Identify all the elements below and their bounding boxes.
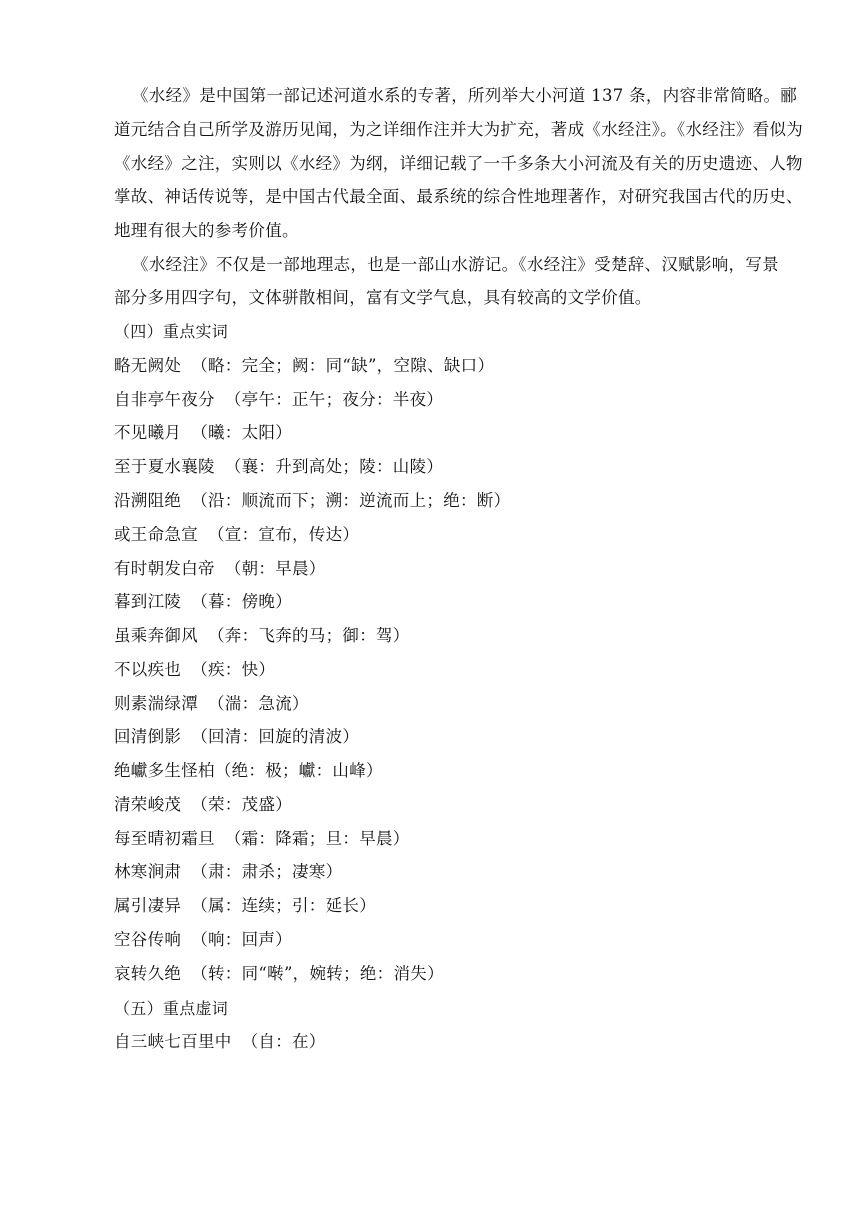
item-term: 不见曦月 bbox=[114, 423, 182, 442]
list-item bbox=[114, 592, 292, 612]
list-item bbox=[114, 964, 444, 984]
item-gloss: （疾：快） bbox=[191, 660, 276, 679]
item-gloss: （响：回声） bbox=[191, 930, 293, 949]
item-gloss: （宣：宣布，传达） bbox=[208, 525, 360, 544]
item-term: 沿溯阻绝 bbox=[114, 491, 182, 510]
paragraph-line: 《水经注》不仅是一部地理志，也是一部山水游记。《水经注》受楚辞、汉赋影响，写景 bbox=[132, 255, 779, 274]
list-item bbox=[114, 390, 443, 410]
item-term: 虽乘奔御风 bbox=[114, 626, 198, 645]
item-gloss: （属：连续；引：延长） bbox=[191, 896, 377, 915]
list-item bbox=[114, 525, 359, 545]
item-term: 每至晴初霜旦 bbox=[114, 829, 215, 848]
item-term: 至于夏水襄陵 bbox=[114, 457, 215, 476]
list-item bbox=[114, 491, 510, 511]
item-term: 则素湍绿潭 bbox=[114, 694, 198, 713]
section-heading-key-function-words: （五）重点虚词 bbox=[114, 999, 229, 1018]
item-term: 哀转久绝 bbox=[114, 964, 182, 983]
list-item bbox=[114, 1032, 326, 1052]
list-item bbox=[114, 457, 443, 477]
list-item bbox=[114, 761, 383, 781]
list-item bbox=[114, 694, 309, 714]
item-term: 绝巘多生怪柏 bbox=[114, 761, 215, 780]
item-gloss: （略：完全；阙：同“缺”，空隙、缺口） bbox=[191, 356, 495, 375]
item-gloss: （襄：升到高处；陵：山陵） bbox=[224, 457, 444, 476]
item-term: 自非亭午夜分 bbox=[114, 390, 215, 409]
item-gloss: （朝：早晨） bbox=[224, 559, 326, 578]
list-item bbox=[114, 795, 292, 815]
paragraph-line: 《水经》之注，实则以《水经》为纲，详细记载了一千多条大小河流及有关的历史遗迹、人物 bbox=[114, 154, 803, 173]
item-gloss: （曦：太阳） bbox=[191, 423, 293, 442]
item-term: 清荣峻茂 bbox=[114, 795, 182, 814]
item-gloss: （沿：顺流而下；溯：逆流而上；绝：断） bbox=[191, 491, 511, 510]
list-item bbox=[114, 356, 494, 376]
item-term: 有时朝发白帝 bbox=[114, 559, 215, 578]
paragraph-line: 道元结合自己所学及游历见闻，为之详细作注并大为扩充，著成《水经注》。《水经注》看似为 bbox=[114, 120, 804, 139]
list-item bbox=[114, 559, 326, 579]
item-gloss: （暮：傍晚） bbox=[191, 592, 293, 611]
item-gloss: （转：同“啭”，婉转；绝：消失） bbox=[191, 964, 444, 983]
item-gloss: （湍：急流） bbox=[208, 694, 309, 713]
list-item bbox=[114, 829, 410, 849]
paragraph-line: 地理有很大的参考价值。 bbox=[114, 221, 299, 240]
item-term: 回清倒影 bbox=[114, 727, 182, 746]
item-term: 自三峡七百里中 bbox=[114, 1032, 232, 1051]
item-gloss: （荣：茂盛） bbox=[191, 795, 293, 814]
item-term: 暮到江陵 bbox=[114, 592, 182, 611]
list-item bbox=[114, 727, 359, 747]
section-heading-key-content-words: （四）重点实词 bbox=[114, 322, 229, 341]
list-item bbox=[114, 862, 342, 882]
item-gloss: （霜：降霜；旦：早晨） bbox=[224, 829, 410, 848]
list-item bbox=[114, 626, 410, 646]
item-term: 略无阙处 bbox=[114, 356, 182, 375]
list-item bbox=[114, 660, 275, 680]
item-gloss: （自：在） bbox=[241, 1032, 326, 1051]
item-gloss: （肃：肃杀；凄寒） bbox=[191, 862, 343, 881]
paragraph-line: 掌故、神话传说等，是中国古代最全面、最系统的综合性地理著作，对研究我国古代的历史、 bbox=[114, 187, 803, 206]
item-gloss: （绝：极；巘：山峰） bbox=[214, 761, 383, 780]
item-gloss: （奔：飞奔的马；御：驾） bbox=[208, 626, 410, 645]
item-term: 不以疾也 bbox=[114, 660, 182, 679]
item-term: 或王命急宣 bbox=[114, 525, 198, 544]
item-term: 林寒涧肃 bbox=[114, 862, 182, 881]
paragraph-line: 部分多用四字句，文体骈散相间，富有文学气息，具有较高的文学价值。 bbox=[114, 288, 652, 307]
list-item bbox=[114, 896, 376, 916]
item-term: 属引凄异 bbox=[114, 896, 182, 915]
item-gloss: （回清：回旋的清波） bbox=[191, 727, 360, 746]
item-term: 空谷传响 bbox=[114, 930, 182, 949]
list-item bbox=[114, 930, 292, 950]
list-item bbox=[114, 423, 292, 443]
item-gloss: （亭午：正午；夜分：半夜） bbox=[224, 390, 444, 409]
paragraph-line: 《水经》是中国第一部记述河道水系的专著，所列举大小河道 137 条，内容非常简略。郦 bbox=[132, 86, 798, 105]
